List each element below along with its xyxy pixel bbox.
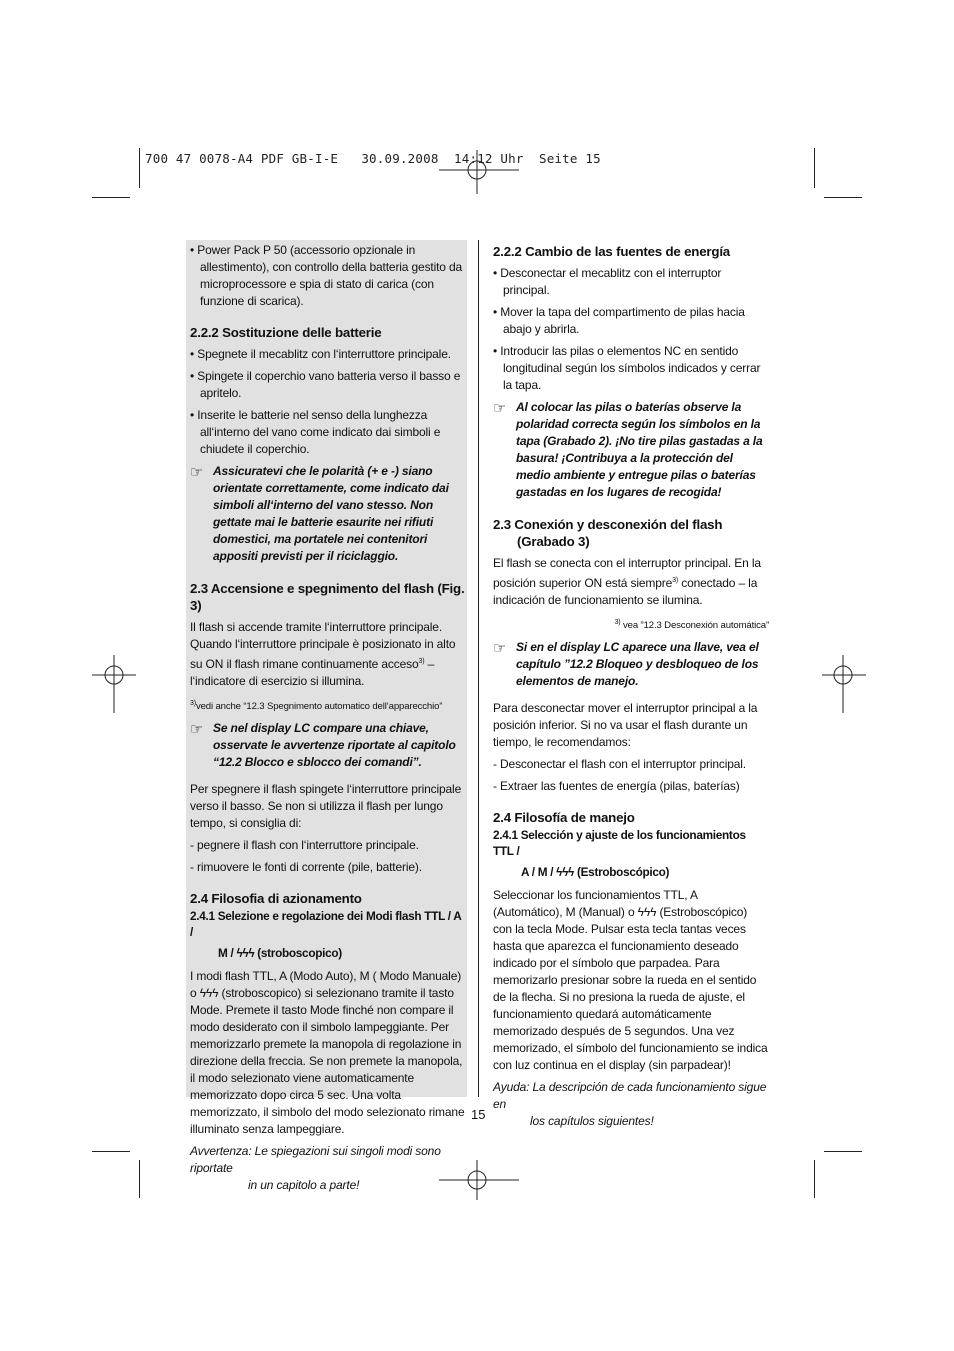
footnote-text: vea ”12.3 Desconexión automática” — [620, 620, 769, 632]
bullet: • Introducir las pilas o elementos NC en sentido longitudinal según los símbolos indicados y cerrar la tapa. — [493, 344, 761, 392]
bullet: • Spegnete il mecablitz con l‘interruttore principale. — [190, 347, 451, 361]
page-number: 15 — [471, 1107, 486, 1122]
heading-2-4: 2.4 Filosofia di azionamento — [190, 891, 362, 907]
paragraph — [493, 555, 769, 609]
note-text: Assicuratevi che le polarità (+ e -) siano orientate correttamente, come indicato dai simboli all‘interno del vano stesso. Non gettate mai le batterie esaurite nei rifiuti domestici, ma portatele nei contenitori appositi previsti per il riciclaggio. — [213, 464, 449, 563]
help-line: Ayuda: La descripción de cada funcionamiento sigue en — [493, 1080, 767, 1112]
text: – l‘indicatore di esercizio si illumina. — [190, 657, 435, 688]
column-divider — [478, 240, 479, 1097]
note — [190, 463, 466, 565]
note — [493, 639, 769, 690]
footnote-ref: 3) — [672, 577, 679, 584]
heading-2-2-2: 2.2.2 Sostituzione delle batterie — [190, 325, 382, 340]
bullet: • Spingete il coperchio vano batteria verso il basso e apritelo. — [190, 369, 461, 400]
heading-2-4-1-cont: A / M / ϟϟϟ (Estroboscópico) — [521, 865, 670, 880]
crop-mark — [814, 148, 815, 188]
heading-2-3: 2.3 Accensione e spegnimento del flash (Fig. 3) — [190, 581, 465, 613]
dash-item: - rimuovere le fonti di corrente (pile, batterie). — [190, 860, 422, 875]
crop-mark — [139, 1160, 140, 1198]
crop-mark — [814, 1160, 815, 1198]
heading-2-4: 2.4 Filosofía de manejo — [493, 810, 635, 826]
pointing-hand-icon: ☞ — [190, 721, 204, 739]
warning-line: in un capitolo a parte! — [248, 1178, 360, 1193]
text: Il flash si accende tramite l‘interruttore principale. Quando l‘interruttore principale è posizionato in alto su ON il flash rimane continuamente acceso — [190, 620, 456, 671]
footnote — [493, 614, 769, 634]
heading-2-3: 2.3 Conexión y desconexión del flash — [493, 517, 723, 532]
dash-item: - Extraer las fuentes de energía (pilas, baterías) — [493, 779, 740, 794]
pointing-hand-icon: ☞ — [190, 464, 204, 481]
heading-2-4-1-cont: M / ϟϟϟ (stroboscopico) — [218, 946, 342, 961]
bullet: • Desconectar el mecablitz con el interruptor principal. — [493, 266, 722, 297]
dash-item: - pegnere il flash con l‘interruttore principale. — [190, 838, 419, 853]
paragraph — [190, 619, 466, 690]
crop-mark — [824, 197, 862, 198]
heading-2-2-2: 2.2.2 Cambio de las fuentes de energía — [493, 244, 731, 259]
dash-item: - Desconectar el flash con el interruptor principal. — [493, 757, 746, 772]
print-header: 700 47 0078-A4 PDF GB-I-E 30.09.2008 14:12 Uhr Seite 15 — [145, 151, 601, 166]
crop-mark — [92, 197, 130, 198]
help-line: los capítulos siguientes! — [530, 1114, 654, 1129]
footnote-ref: 3) — [418, 658, 425, 665]
pointing-hand-icon: ☞ — [493, 640, 507, 658]
footnote-ref: 3) — [190, 700, 196, 707]
text: conectado – la indicación de funcionamiento se ilumina. — [493, 576, 758, 607]
crop-mark — [824, 1151, 862, 1152]
bullet: • Mover la tapa del compartimento de pilas hacia abajo y abrirla. — [493, 305, 745, 336]
note-text: Al colocar las pilas o baterías observe la polaridad correcta según los símbolos en la tapa (Grabado 2). ¡No tire pilas gastadas a la basura! ¡Contribuya a la protección del medio ambiente y entregue pilas o baterías gastadas en los lugares de recogida! — [516, 400, 763, 499]
footnote — [190, 695, 466, 715]
heading-2-4-1: 2.4.1 Selección y ajuste de los funcionamientos TTL / — [493, 828, 746, 859]
paragraph: Seleccionar los funcionamientos TTL, A (Automático), M (Manual) o ϟϟϟ (Estroboscópico) con la tecla Mode. Pulsar esta tecla tantas veces hasta que aparezca el funcionamiento deseado indicado por el símbolo que parpadea. Para memorizarlo presionar sobre la rueda en el sentido de la flecha. Si no presiona la rueda de ajuste, el funcionamiento quedará automáticamente memorizado después de 5 segundos. Una vez memorizado, el símbolo del funcionamiento se indica con luz continua en el display (sin parpadear)! — [493, 888, 768, 1073]
footnote-text: vedi anche “12.3 Spegnimento automatico dell‘apparecchio” — [195, 701, 443, 713]
note — [493, 399, 769, 501]
spanish-column — [493, 243, 769, 1130]
warning-line: Avvertenza: Le spiegazioni sui singoli modi sono riportate — [190, 1144, 441, 1176]
registration-mark-left — [92, 655, 136, 713]
crop-mark — [92, 1151, 130, 1152]
note-text: Se nel display LC compare una chiave, osservate le avvertenze riportate al capitolo “12.2 Blocco e sblocco dei comandi”. — [213, 721, 456, 770]
text: El flash se conecta con el interruptor principal. En la posición superior ON está siempre — [493, 556, 761, 590]
pointing-hand-icon: ☞ — [493, 400, 507, 417]
paragraph: Para desconectar mover el interruptor principal a la posición inferior. Si no va usar el flash durante un tiempo, le recomendamos: — [493, 701, 758, 750]
paragraph: I modi flash TTL, A (Modo Auto), M ( Modo Manuale) o ϟϟϟ (stroboscopico) si selezionano tramite il tasto Mode. Premete il tasto Mode finché non compare il modo desiderato con il simbolo lampeggiante. Per memorizzarlo premete la manopola di regolazione in direzione della freccia. Se non premete la manopola, il modo selezionato viene automaticamente memorizzato dopo circa 5 sec. Una volta memorizzato, il simbolo del modo selezionato rimane illuminato senza lampeggiare. — [190, 969, 465, 1137]
italian-column — [190, 242, 466, 1194]
bullet-power-pack: • Power Pack P 50 (accessorio opzionale in allestimento), con controllo della batteria gestito da microprocessore e spia di stato di carica (con funzione di scarica). — [190, 243, 463, 308]
paragraph: Per spegnere il flash spingete l‘interruttore principale verso il basso. Se non si utilizza il flash per lungo tempo, si consiglia di: — [190, 782, 462, 831]
footnote-ref: 3) — [614, 619, 621, 626]
heading-2-3-cont: (Grabado 3) — [517, 534, 590, 549]
registration-mark-right — [822, 655, 866, 713]
heading-2-4-1: 2.4.1 Selezione e regolazione dei Modi flash TTL / A / — [190, 909, 462, 940]
bullet: • Inserite le batterie nel senso della lunghezza all‘interno del vano come indicato dai simboli e chiudete il coperchio. — [190, 408, 441, 456]
note — [190, 720, 466, 771]
crop-mark — [139, 148, 140, 188]
note-text: Si en el display LC aparece una llave, vea el capítulo ”12.2 Bloqueo y desbloqueo de los elementos de manejo. — [516, 640, 759, 689]
